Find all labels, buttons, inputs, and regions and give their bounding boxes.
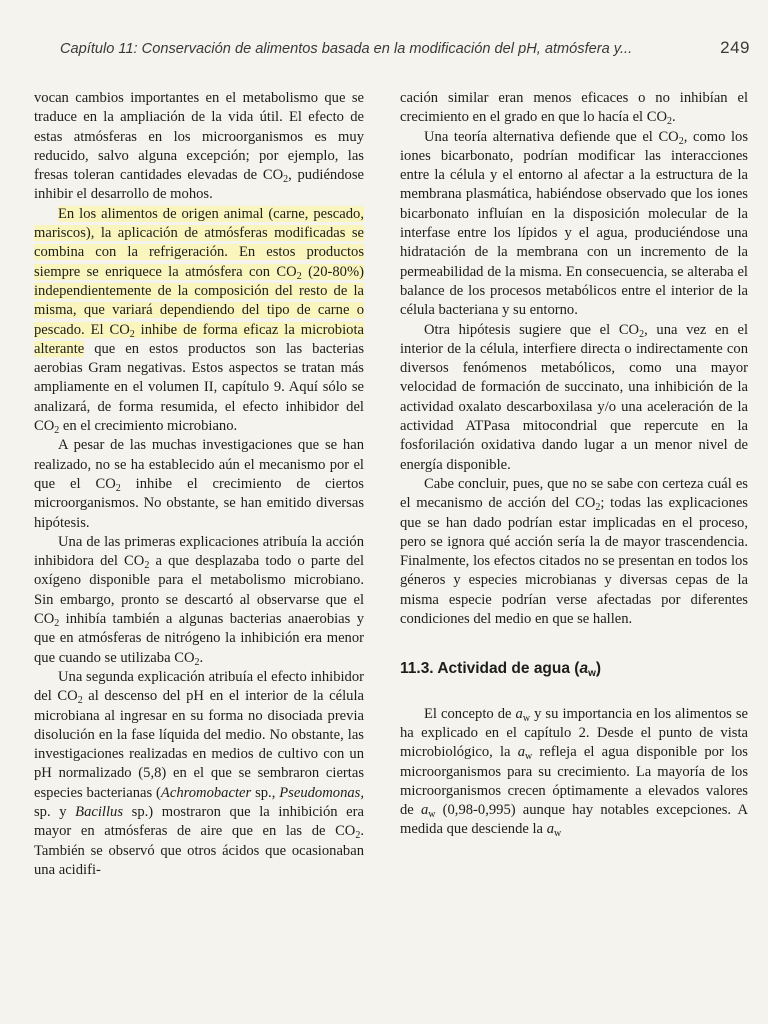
paragraph: Una de las primeras explicaciones atribuía la acción inhibidora del $CO_2$ a que desplazaba todo o parte del oxígeno disponible para el metabolismo microbiano. Sin embargo, pronto se descartó al observarse que el $CO_2$ inhibía también a algunas bacterias anaerobias y que en atmósferas de nitrógeno la inhibición era menor que cuando se utilizaba $CO_2$. — [34, 533, 364, 668]
paragraph: El concepto de $a_w$ y su importancia en los alimentos se ha explicado en el capítulo 2. Desde el punto de vista microbiológico, la $a_w$ refleja el agua disponible por los microorganismos para su crecimiento. La mayoría de los microorganismos crecen óptimamente a elevados valores de $a_w$ (0,98-0,995) aunque hay notables excepciones. A medida que desciende la $a_w$ — [400, 705, 748, 840]
paragraph: Otra hipótesis sugiere que el $CO_2$, una vez en el interior de la célula, interfiere directa o indirectamente con diversos fenómenos metabólicos, como una mayor velocidad de formación de succinato, una inhibición de la actividad oxalato descarboxilasa y/o una aceleración de la actividad ATPasa mitocondrial que repercute en la fosforilación oxidativa dando lugar a un menor nivel de energía disponible. — [400, 321, 748, 473]
paragraph: vocan cambios importantes en el metabolismo que se traduce en la ampliación de la vida útil. El efecto de estas atmósferas en los microorganismos es muy reducido, salvo alguna excepción; por ejemplo, las fresas toleran cantidades elevadas de $CO_2$, pudiéndose inhibir el desarrollo de mohos. — [34, 90, 364, 203]
left-column — [34, 89, 364, 880]
page-number: 249 — [720, 38, 750, 57]
running-title: Capítulo 11: Conservación de alimentos basada en la modificación del pH, atmósfera y... — [60, 41, 633, 57]
paragraph: Cabe concluir, pues, que no se sabe con certeza cuál es el mecanismo de acción del $CO_2$; todas las explicaciones que se han dado podrían estar implicadas en el proceso, pero se ignora qué acción sería la de mayor trascendencia. Finalmente, los efectos citados no se presentan en todos los géneros y especies microbianas y diversas cepas de la misma especie podrían verse afectadas por diferentes condiciones del medio en que se hallen. — [400, 475, 748, 628]
paragraph: cación similar eran menos eficaces o no inhibían el crecimiento en el grado en que lo hacía el $CO_2$. — [400, 90, 748, 128]
section-gap — [400, 629, 748, 659]
running-header — [60, 38, 750, 58]
paragraph: A pesar de las muchas investigaciones que se han realizado, no se ha establecido aún el mecanismo por el que el $CO_2$ inhibe el crecimiento de ciertos microorganismos. No obstante, se han emitido diversas hipótesis. — [34, 437, 364, 531]
paragraph: En los alimentos de origen animal (carne, pescado, mariscos), la aplicación de atmósferas modificadas se combina con la refrigeración. En estos productos siempre se enriquece la atmósfera con $CO_2$ (20-80%) independientemente de la composición del resto de la misma, que variará dependiendo del tipo de carne o pescado. El $CO_2$ inhibe de forma eficaz la microbiota alterante que en estos productos son las bacterias aerobias Gram negativas. Estos aspectos se tratan más ampliamente en el volumen II, capítulo 9. Aquí sólo se analizará, de forma resumida, el efecto inhibidor del $CO_2$ en el crecimiento microbiano. — [34, 205, 364, 437]
right-column — [400, 89, 748, 840]
section-heading: 11.3. Actividad de agua $(a_w)$ — [400, 660, 602, 680]
paragraph: Una teoría alternativa defiende que el $CO_2$, como los iones bicarbonato, podrían modificar las interacciones entre la célula y el entorno al afectar a la estructura de la membrana plasmática, habiéndose observado que los iones bicarbonato influían en la disposición molecular de la interfase entre los lípidos y el agua, produciéndose una hidratación de la membrana con un incremento de la permeabilidad de la misma. En consecuencia, se alteraba el balance de los procesos metabólicos entre el interior de la célula bacteriana y su entorno. — [400, 128, 749, 319]
paragraph: Una segunda explicación atribuía el efecto inhibidor del $CO_2$ al descenso del pH en el interior de la célula microbiana al ingresar en su forma no disociada previa disolución en la fase líquida del medio. No obstante, las investigaciones realizadas en medios de cultivo con un pH normalizado (5,8) en el que se sembraron ciertas especies bacterianas (Achromobacter sp., Pseudomonas, sp. y Bacillus sp.) mostraron que la inhibición era mayor en atmósferas de aire que en las de $CO_2$. También se observó que otros ácidos que ocasionaban una acidifi- — [34, 668, 364, 878]
section-gap — [400, 679, 748, 705]
